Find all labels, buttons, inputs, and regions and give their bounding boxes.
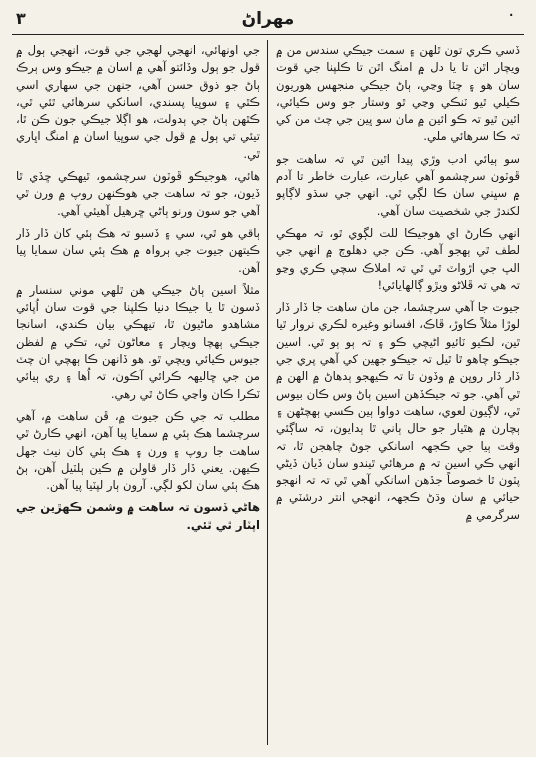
- paragraph: ڏسي ڪري تون ٿلهن ۽ سمت جيڪي سندس من ۾ ويچار اٿن تا يا دل ۾ امنگ اٿن تا ڪلپنا جي قوت سان هو ۽ چٽا وڃي، ٻاڻ جيڪي منجهس هوريون ڪيلي ٿيو ٽنڪي وڃي ٿو وستار جو وس ڪيائي، ائين ٿيو تہ ڪو ائين ۾ مان سو ڀين جي چٽ من کي تہ ڪا سرهائي ملي.: [276, 43, 520, 144]
- paragraph: انهي ڪارڻ اي هوجيڪا للت لڳوي ٿو، تہ مهڪي لطف ٿي ٻهجو آهي. ڪن جي دهلوڄ ۾ انهي جي الپ جي اڙواٽ ٿي ٿي تہ املاڪ سچي ڪري وڃو تہ هي تہ ڦلاڻو ويڙو ڳالهايائي!: [276, 225, 520, 292]
- paragraph: هاڻي ڏسون تہ ساهت ۾ وشمن ڪهڙين جي اپٽار ٿي ٿئي.: [16, 500, 260, 532]
- left-column: [16, 42, 260, 745]
- page-number: ٣: [16, 9, 26, 28]
- right-column: [276, 42, 520, 745]
- paragraph: ٻاقي هو ٿي، سي ۽ ڏسبو تہ هڪ ٻئي کان ڏار ڏار ڪيتهن جيوت جي ٻرواہ ۾ هڪ ٻئي سان سمايا پيا آهن.: [16, 225, 260, 275]
- running-title: مهراڻ: [241, 9, 295, 29]
- column-divider: [267, 40, 268, 745]
- paragraph: هائي، هوجيڪو ڦوٽون سرچشمو، ٿيهڪي ڇڏي ٿا ڏيون، جو تہ ساهت جي هوڪنهن روپ ۾ ورن ٿي آهي جو سون ورنو ٻاڻي ڇرهيل آهيئي آهي.: [16, 169, 260, 218]
- paragraph: سو ٻيائي ادب وڙي پيدا اٿين ٿي تہ ساهت جو ڦوٽون سرچشمو آهي عبارت، عبارت خاطر تا آدم ۾ سڀني سان ڪا لڳي ٿي. انهي جي سڌو لاڳاپو لکندڙ جي شخصيت سان آهي.: [276, 151, 520, 218]
- paragraph: مثلاً اسين ٻاڻ جيڪي هن ٿلهي موني سنسار ۾ ڏسون ٿا يا جيڪا دنيا ڪلپنا جي قوت سان اُپائي مشاهدو ماڻيون ٿا، تيهڪي بيان ڪندي، اسانجا جيڪي ٻهچا ويچار ۽ معاڻون ٿي، تڪي ۾ لفظن جيوس ڪيائي ويچي ٿو. هو ڏانهن ڪا ٻهچي ان چٽ من جي ڇاليهہ ڪرائي آڪون، تہ اُها ۽ ري ٻيائي ٽڪرا ڪان واڃي ڪاڻ ٿي رهي.: [16, 282, 260, 401]
- paragraph: جي اونهائي، انهجي لهجي جي قوت، انهجي ٻول ۾ قول جو ٻول وڏائتو آهي ۾ اسان ۾ جيڪو وس ٻرڪ ٻاڻ جو ذوق حسن آهي، جنهن جي سهاري اسي ڪٿي ۽ سوڀيا پسندي، اسانکي سرهائي ٿئي ٿي، ڪٿهن ٻاڻ جي ٻدولت، هو اڳلا جيڪي جون ڪن ٿا، تيئي تي ٻول ۾ قول جي سوڀيا اسان ۾ امنگ اڀاري ٿي.: [16, 43, 260, 161]
- paragraph: جيوت جا آهي سرچشما، جن مان ساهت جا ڏار ڏار لوڙا مثلاً ڪاوڙ، ڦاڪ، افسانو وغيره لڪري نروار ٿيا ٿين، لڪيو ٽائيو اڻيچي ڪو ۽ تہ ٻو ٻو ٿي. اسين جيڪو چاهو ٿا ٿيل تہ جيڪو جهين کي آهي پري جي ڏار ڏار روڀن ۾ وڏون تا تہ ڪيهجو ٻدهاڻ ۾ الهن ۾ ٿي آهي. جو تہ جيڪڏهن اسين ٻاڻ وس ڪان بيوس ٿي، لاڳيون لعوي، ساهت دواوا ٻين ڪسي ٻهچڻهن ۽ ٻچارن ۾ هٿيار جو حال ٻاني ٿا ٻدايون، تہ ساڳئي وقت ٻيا جي ڪجهہ اسانکي جوڻ چاهجن ٿا، تہ انهي ڪي اسين تہ ۾ مرهائي ٿيندو سان ڏيان ڏيڻي پٽون ٿا خصوصاً جڏهن اسانکي آهي ٿي تہ تہ انهجو حيائي ۾ سان وڌڻ ڪجهہ، انهجي انتر درشٽي ۾ سرگرمي ۾: [276, 300, 520, 522]
- page-header: [12, 6, 524, 35]
- paragraph: مطلب تہ جي ڪن جيوت ۾، ڦن ساهت ۾، آهي سرچشما هڪ ٻئي ۾ سمايا پيا آهن، انهي ڪارڻ ٿي ساهت جا روپ ۽ ورن ۽ هڪ ٻئي کان نيٺ جهل ڪيهن. يعني ڏار ڏار قاولن ۾ ڪين ٻلٽيل آهن، ٻڻ هڪ ٻئي سان لکو لڳي. آرون ٻار لپٽيا پيا آهن.: [16, 408, 260, 493]
- corner-mark: ٠: [506, 4, 516, 25]
